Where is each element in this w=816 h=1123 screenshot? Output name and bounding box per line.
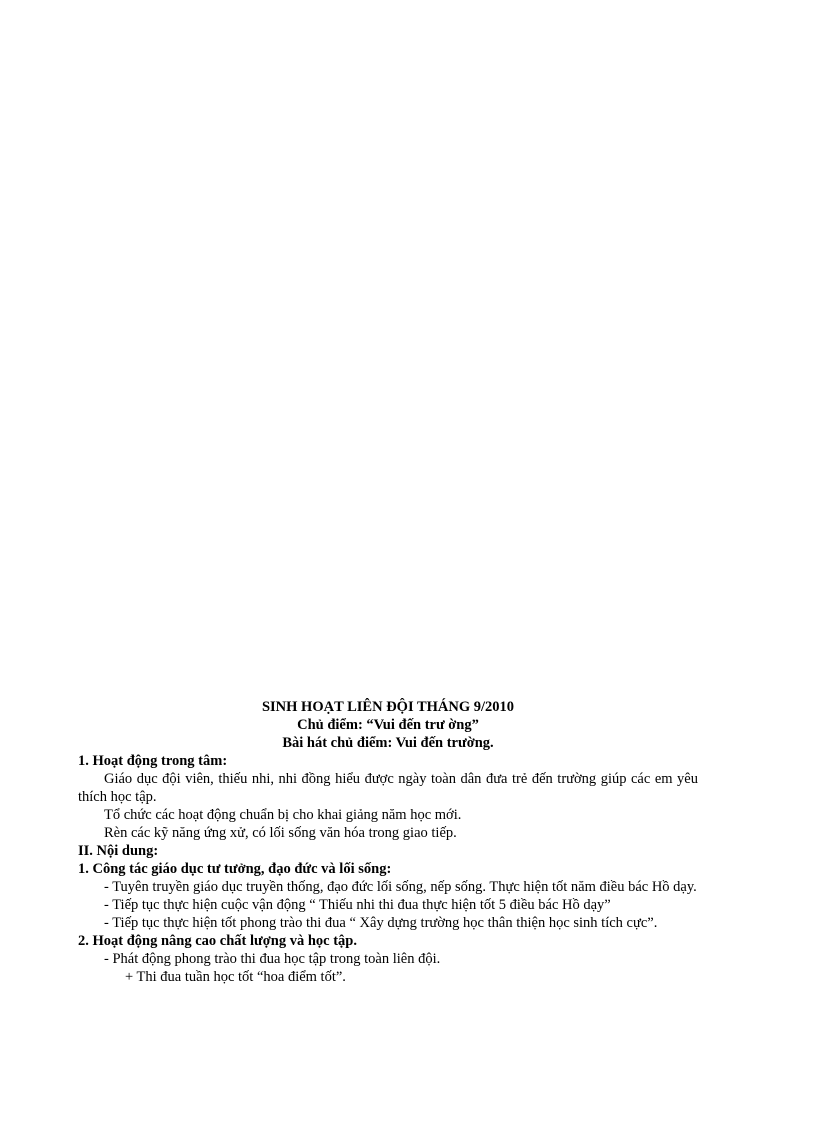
subsection2-heading: 2. Hoạt động nâng cao chất lượng và học tập. bbox=[78, 933, 357, 949]
section1-paragraph: Giáo dục đội viên, thiếu nhi, nhi đồng hiểu được ngày toàn dân đưa trẻ đến trường giúp các em yêu thích học tập. bbox=[78, 771, 698, 805]
subsection1-item: - Tiếp tục thực hiện tốt phong trào thi đua “ Xây dựng trường học thân thiện học sinh tích cực”. bbox=[104, 915, 658, 931]
section1-paragraph: Rèn các kỹ năng ứng xử, có lối sống văn hóa trong giao tiếp. bbox=[104, 825, 457, 841]
subsection1-item: - Tiếp tục thực hiện cuộc vận động “ Thiếu nhi thi đua thực hiện tốt 5 điều bác Hồ dạy” bbox=[104, 897, 611, 913]
document-page bbox=[78, 698, 698, 986]
theme-line: Chủ điểm: “Vui đến trư ờng” bbox=[297, 717, 479, 733]
section2-heading: II. Nội dung: bbox=[78, 843, 159, 859]
subsection1-heading: 1. Công tác giáo dục tư tưởng, đạo đức và lối sống: bbox=[78, 861, 392, 877]
section1-paragraph: Tổ chức các hoạt động chuẩn bị cho khai giảng năm học mới. bbox=[104, 807, 462, 823]
document-title: SINH HOẠT LIÊN ĐỘI THÁNG 9/2010 bbox=[261, 699, 515, 715]
subsection2-item: - Phát động phong trào thi đua học tập trong toàn liên đội. bbox=[104, 951, 441, 967]
subsection2-subitem: + Thi đua tuần học tốt “hoa điểm tốt”. bbox=[125, 969, 346, 985]
subsection1-item: - Tuyên truyền giáo dục truyền thống, đạo đức lối sống, nếp sống. Thực hiện tốt năm điều bác Hồ dạy. bbox=[104, 879, 697, 895]
section1-heading: 1. Hoạt động trong tâm: bbox=[78, 753, 228, 769]
song-line: Bài hát chủ điểm: Vui đến trường. bbox=[282, 735, 494, 751]
